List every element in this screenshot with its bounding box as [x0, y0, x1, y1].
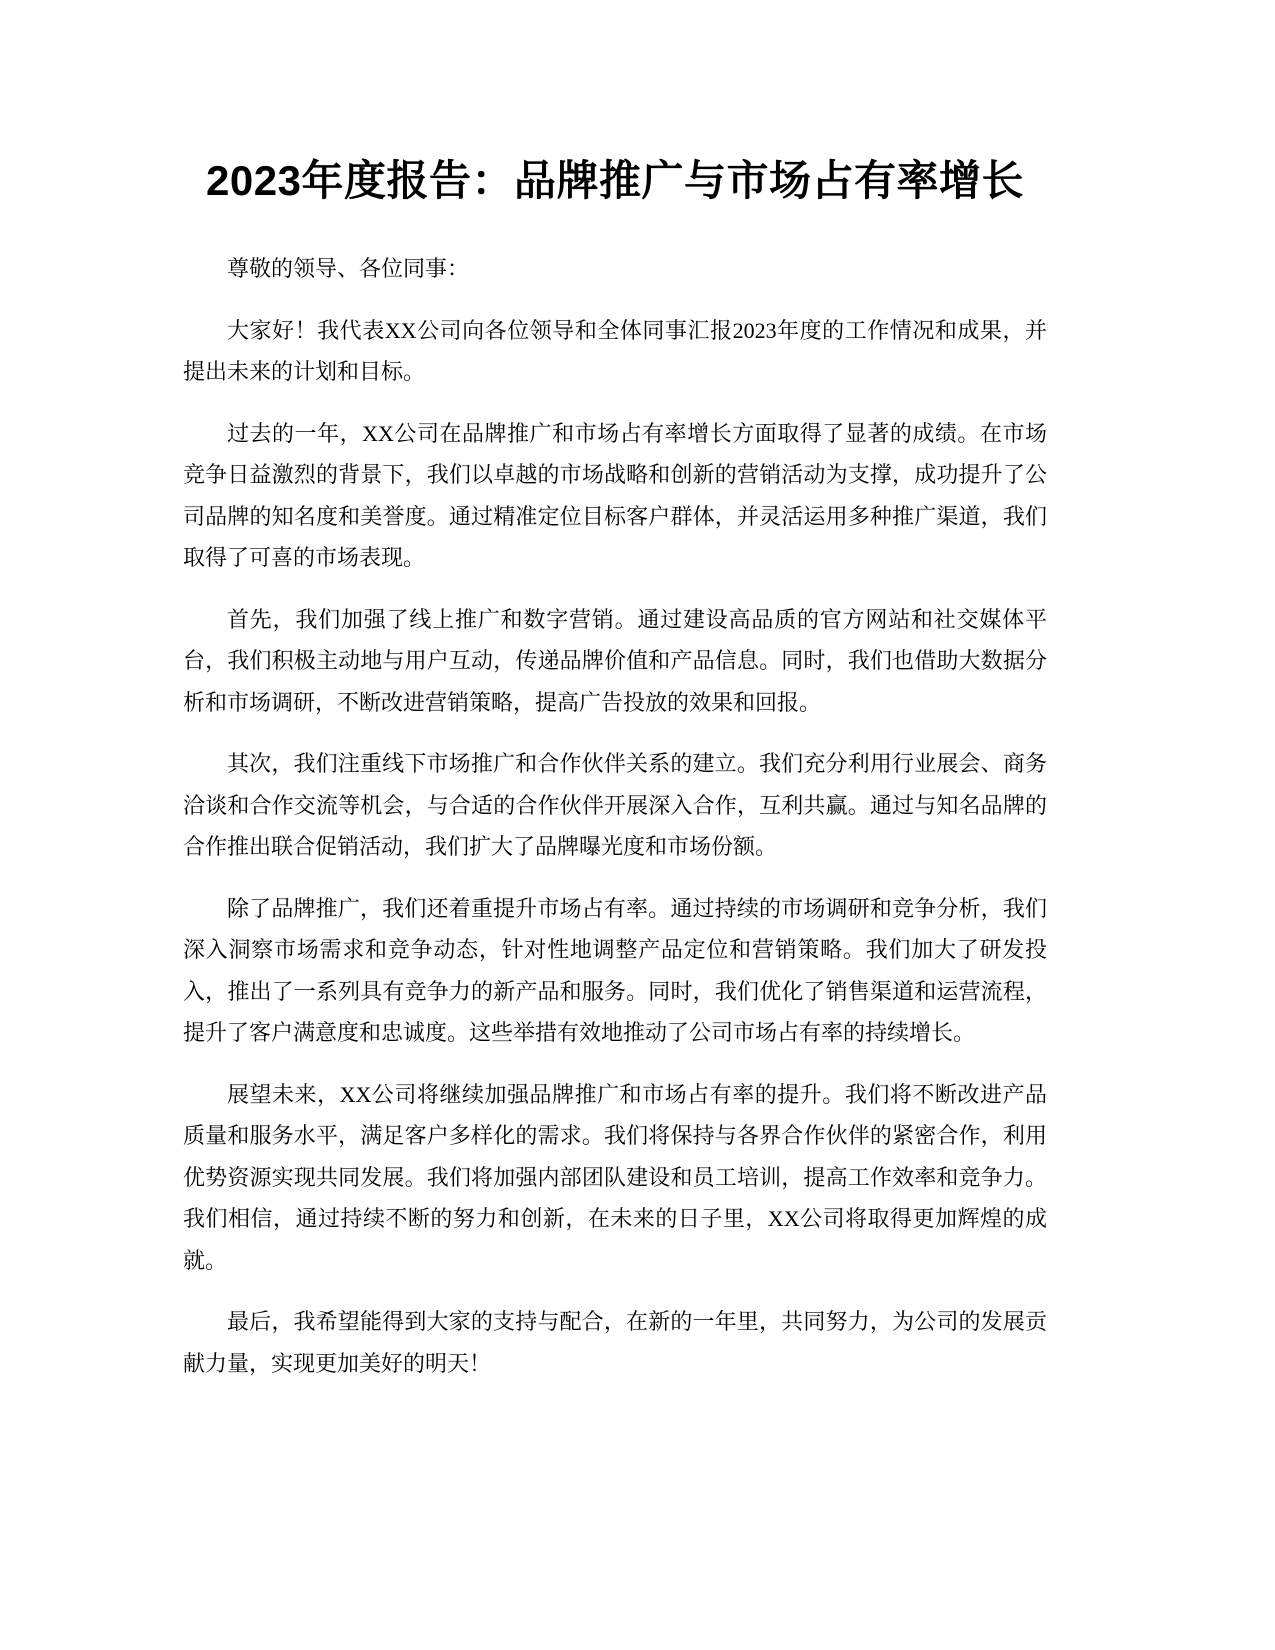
online-promotion-paragraph: 首先，我们加强了线上推广和数字营销。通过建设高品质的官方网站和社交媒体平台，我们积极主动地与用户互动，传递品牌价值和产品信息。同时，我们也借助大数据分析和市场调研，不断改进营销策略，提高广告投放的效果和回报。: [183, 606, 1047, 715]
past-year-paragraph: 过去的一年，XX公司在品牌推广和市场占有率增长方面取得了显著的成绩。在市场竞争日益激烈的背景下，我们以卓越的市场战略和创新的营销活动为支撑，成功提升了公司品牌的知名度和美誉度。通过精准定位目标客户群体，并灵活运用多种推广渠道，我们取得了可喜的市场表现。: [183, 420, 1047, 570]
document-title: 2023年度报告：品牌推广与市场占有率增长: [206, 157, 1024, 204]
greeting-paragraph: 大家好！我代表XX公司向各位领导和全体同事汇报2023年度的工作情况和成果，并提出未来的计划和目标。: [183, 317, 1047, 384]
offline-promotion-paragraph: 其次，我们注重线下市场推广和合作伙伴关系的建立。我们充分利用行业展会、商务洽谈和合作交流等机会，与合适的合作伙伴开展深入合作，互利共赢。通过与知名品牌的合作推出联合促销活动，我们扩大了品牌曝光度和市场份额。: [183, 751, 1047, 859]
salutation-paragraph: 尊敬的领导、各位同事：: [227, 256, 470, 281]
closing-paragraph: 最后，我希望能得到大家的支持与配合，在新的一年里，共同努力，为公司的发展贡献力量，实现更加美好的明天！: [183, 1309, 1047, 1376]
outlook-paragraph: 展望未来，XX公司将继续加强品牌推广和市场占有率的提升。我们将不断改进产品质量和服务水平，满足客户多样化的需求。我们将保持与各界合作伙伴的紧密合作，利用优势资源实现共同发展。我们将加强内部团队建设和员工培训，提高工作效率和竞争力。我们相信，通过持续不断的努力和创新，在未来的日子里，XX公司将取得更加辉煌的成就。: [183, 1081, 1047, 1273]
market-share-paragraph: 除了品牌推广，我们还着重提升市场占有率。通过持续的市场调研和竞争分析，我们深入洞察市场需求和竞争动态，针对性地调整产品定位和营销策略。我们加大了研发投入，推出了一系列具有竞争力的新产品和服务。同时，我们优化了销售渠道和运营流程，提升了客户满意度和忠诚度。这些举措有效地推动了公司市场占有率的持续增长。: [183, 895, 1047, 1045]
document-body: [183, 248, 1047, 1384]
